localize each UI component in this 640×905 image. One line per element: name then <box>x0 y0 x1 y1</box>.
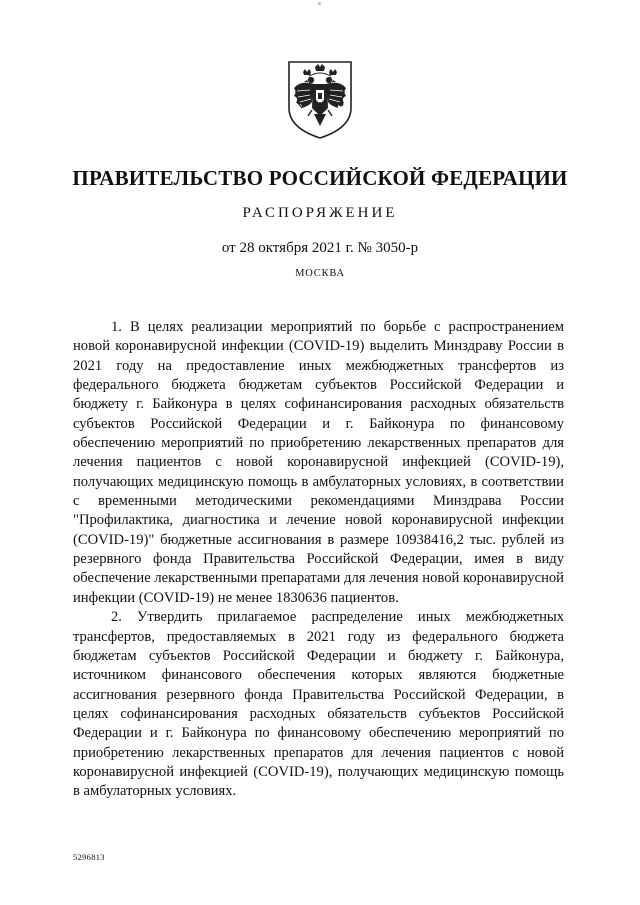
paragraph-2: 2. Утвердить прилагаемое распределение иных межбюджетных трансфертов, предоставляемых в 2021 году из федерального бюджета бюджетам субъектов Российской Федерации и бюджету г. Байконура, источником финансового обеспечения которых являются бюджетные ассигнования резервного фонда Правительства Российской Федерации, в целях софинансирования расходных обязательств субъектов Российской Федерации и г. Байконура по финансовому обеспечению мероприятий по приобретению лекарственных препаратов для лечения пациентов с новой коронавирусной инфекцией (COVID-19), получающих медицинскую помощь в амбулаторных условиях. <box>73 609 564 800</box>
document-type: РАСПОРЯЖЕНИЕ <box>242 205 398 221</box>
document-body <box>73 318 564 802</box>
paragraph-1: 1. В целях реализации мероприятий по борьбе с распространением новой коронавирусной инфекции (COVID-19) выделить Минздраву России в 2021 году на предоставление иных межбюджетных трансфертов из федерального бюджета бюджетам субъектов Российской Федерации и бюджету г. Байконура в целях софинансирования расходных обязательств субъектов Российской Федерации и г. Байконура по финансовому обеспечению мероприятий по приобретению лекарственных препаратов для лечения пациентов с новой коронавирусной инфекцией (COVID-19), получающих медицинскую помощь в амбулаторных условиях, в соответствии с временными методическими рекомендациями Минздрава России "Профилактика, диагностика и лечение новой коронавирусной инфекции (COVID-19)" бюджетные ассигнования в размере 10938416,2 тыс. рублей из резервного фонда Правительства Российской Федерации, имея в виду обеспечение лекарственными препаратами для лечения новой коронавирусной инфекции (COVID-19) не менее 1830636 пациентов. <box>73 319 564 606</box>
document-city: МОСКВА <box>295 268 345 279</box>
page-title: ПРАВИТЕЛЬСТВО РОССИЙСКОЙ ФЕДЕРАЦИИ <box>72 166 568 190</box>
document-date-number: от 28 октября 2021 г. № 3050-р <box>221 240 419 256</box>
coat-of-arms-icon <box>285 58 355 140</box>
scan-mark <box>318 2 321 5</box>
document-code: 5296813 <box>73 852 105 862</box>
